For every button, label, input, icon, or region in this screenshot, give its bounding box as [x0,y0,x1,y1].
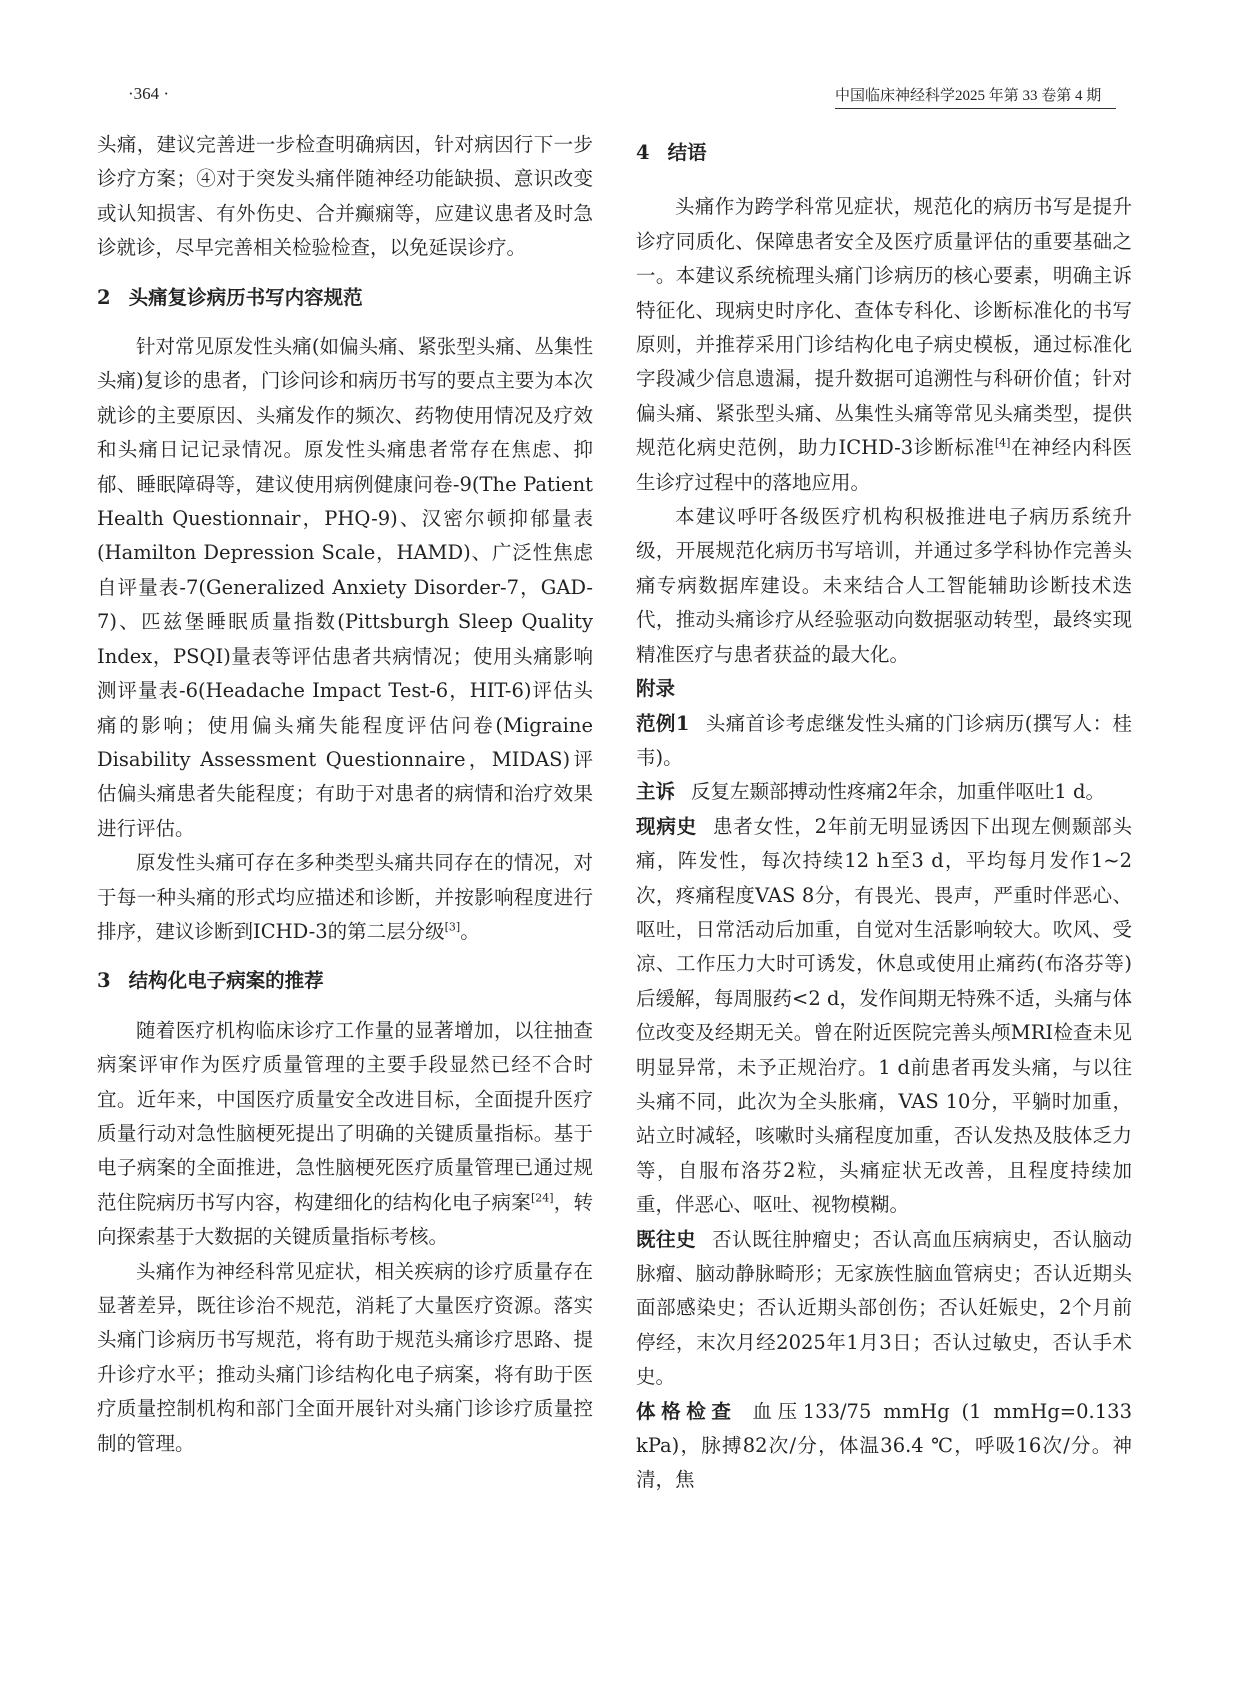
left-column [97,128,593,1461]
section-number: 2 [97,285,111,309]
appendix-heading: 附录 [636,677,676,701]
section-title: 头痛复诊病历书写内容规范 [128,285,363,309]
section-4-heading [636,136,1132,170]
paragraph: 原发性头痛可存在多种类型头痛共同存在的情况，对于每一种头痛的形式均应描述和诊断，并按影响程度进行排序，建议诊断到ICHD-3的第二层分级[3]。 [97,851,593,943]
page-number: ·364 · [128,84,170,103]
example-title: 范例1 头痛首诊考虑继发性头痛的门诊病历(撰写人：桂韦)。 [636,711,1132,769]
section-number: 3 [97,969,111,993]
citation: [4] [994,436,1011,450]
paragraph-continued: 头痛，建议完善进一步检查明确病因，针对病因行下一步诊疗方案；④对于突发头痛伴随神经功能缺损、意识改变或认知损害、有外伤史、合并癫痫等，应建议患者及时急诊就诊，尽早完善相关检验检查，以免延误诊疗。 [97,133,593,260]
header-rule [835,108,1116,109]
present-illness: 现病史 患者女性，2年前无明显诱因下出现左侧颞部头痛，阵发性，每次持续12 h至3 d，平均每月发作1~2次，疼痛程度VAS 8分，有畏光、畏声，严重时伴恶心、呕吐，日常活动后加重，自觉对生活影响较大。吹风、受凉、工作压力大时可诱发，休息或使用止痛药(布洛芬等)后缓解，每周服药<2 d，发作间期无特殊不适，头痛与体位改变及经期无关。曾在附近医院完善头颅MRI检查未见明显异常，未予正规治疗。1 d前患者再发头痛，与以往头痛不同，此次为全头胀痛，VAS 10分，平躺时加重，站立时减轻，咳嗽时头痛程度加重，否认发热及肢体乏力等，自服布洛芬2粒，头痛症状无改善，且程度持续加重，伴恶心、呕吐、视物模糊。 [636,814,1132,1217]
past-history: 既往史 否认既往肿瘤史；否认高血压病病史，否认脑动脉瘤、脑动静脉畸形；无家族性脑血管病史；否认近期头面部感染史；否认近期头部创伤；否认妊娠史，2个月前停经，末次月经2025年1月3日；否认过敏史，否认手术史。 [636,1227,1132,1389]
physical-exam: 体格检查 血压133/75 mmHg (1 mmHg=0.133 kPa)，脉搏82次/分，体温36.4 ℃，呼吸16次/分。神清，焦 [636,1399,1132,1492]
paragraph: 随着医疗机构临床诊疗工作量的显著增加，以往抽查病案评审作为医疗质量管理的主要手段显然已经不合时宜。近年来，中国医疗质量安全改进目标，全面提升医疗质量行动对急性脑梗死提出了明确的关键质量指标。基于电子病案的全面推进，急性脑梗死医疗质量管理已通过规范住院病历书写内容，构建细化的结构化电子病案[24]，转向探索基于大数据的关键质量指标考核。 [97,1018,593,1249]
paragraph: 本建议呼吁各级医疗机构积极推进电子病历系统升级，开展规范化病历书写培训，并通过多学科协作完善头痛专病数据库建设。未来结合人工智能辅助诊断技术迭代，推动头痛诊疗从经验驱动向数据驱动转型，最终实现精准医疗与患者获益的最大化。 [636,505,1132,666]
paragraph: 头痛作为跨学科常见症状，规范化的病历书写是提升诊疗同质化、保障患者安全及医疗质量评估的重要基础之一。本建议系统梳理头痛门诊病历的核心要素，明确主诉特征化、现病史时序化、查体专科化、诊断标准化的书写原则，并推荐采用门诊结构化电子病史模板，通过标准化字段减少信息遗漏，提升数据可追溯性与科研价值；针对偏头痛、紧张型头痛、丛集性头痛等常见头痛类型，提供规范化病史范例，助力ICHD-3诊断标准[4]在神经内科医生诊疗过程中的落地应用。 [636,195,1132,494]
citation: [3] [444,920,461,934]
right-column [636,128,1132,1498]
paragraph: 针对常见原发性头痛(如偏头痛、紧张型头痛、丛集性头痛)复诊的患者，门诊问诊和病历书写的要点主要为本次就诊的主要原因、头痛发作的频次、药物使用情况及疗效和头痛日记记录情况。原发性头痛患者常存在焦虑、抑郁、睡眠障碍等，建议使用病例健康问卷-9(The Patient Health Questionnair，PHQ-9)、汉密尔顿抑郁量表(Hamilton Depression Scale，HAMD)、广泛性焦虑自评量表-7(Generalized Anxiety Disorder-7，GAD-7)、匹兹堡睡眠质量指数(Pittsburgh Sleep Quality Index，PSQI)量表等评估患者共病情况；使用头痛影响测评量表-6(Headache Impact Test-6，HIT-6)评估头痛的影响；使用偏头痛失能程度评估问卷(Migraine Disability Assessment Questionnaire，MIDAS)评估偏头痛患者失能程度；有助于对患者的病情和治疗效果进行评估。 [97,335,593,840]
chief-complaint: 主诉 反复左颞部搏动性疼痛2年余，加重伴呕吐1 d。 [636,780,1106,804]
section-title: 结语 [667,141,707,164]
section-title: 结构化电子病案的推荐 [128,969,324,993]
section-2-heading [97,281,593,315]
section-number: 4 [636,141,650,164]
paragraph: 头痛作为神经科常见症状，相关疾病的诊疗质量存在显著差异，既往诊治不规范，消耗了大量医疗资源。落实头痛门诊病历书写规范，将有助于规范头痛诊疗思路、提升诊疗水平；推动头痛门诊结构化电子病案，将有助于医疗质量控制机构和部门全面开展针对头痛门诊诊疗质量控制的管理。 [97,1259,593,1455]
citation: [24] [530,1191,554,1205]
journal-header: 中国临床神经科学2025 年第 33 卷第 4 期 [835,88,1102,104]
section-3-heading [97,964,593,998]
